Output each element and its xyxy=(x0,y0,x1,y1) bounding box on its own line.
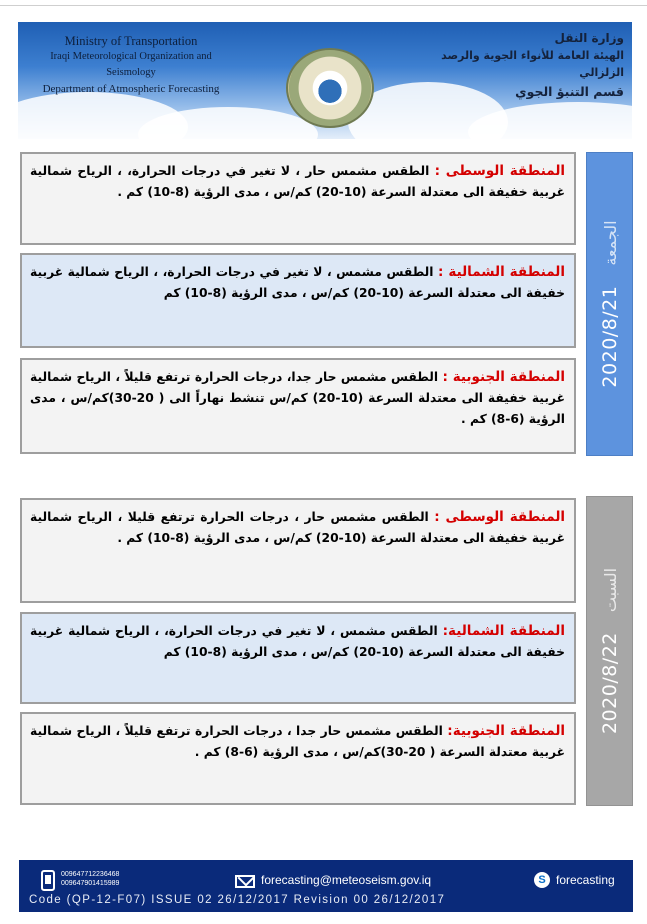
phone-numbers xyxy=(61,870,119,888)
phone-number-2: 009647901415989 xyxy=(61,880,120,887)
day-bar-2 xyxy=(586,496,633,806)
forecast-card-north-day1 xyxy=(20,253,576,348)
forecast-text: الطقس مشمس حار ، درجات الحرارة ترتفع قليلا ، الرياح شمالية غربية خفيفة الى معتدلة السرعة (10-20) كم/س ، مدى الرؤية (8-10) كم . xyxy=(30,510,565,545)
region-name: المنطقة الجنوبية : xyxy=(442,369,565,385)
region-name: المنطقة الشمالية : xyxy=(438,264,565,280)
forecast-text: الطقس مشمس ، لا تغير في درجات الحرارة، ، الرياح شمالية غربية خفيفة الى معتدلة السرعة (10-20) كم/س ، مدى الرؤية (8-10) كم xyxy=(30,624,565,659)
day-date: 2020/8/21 xyxy=(598,285,621,388)
region-name: المنطقة الشمالية: xyxy=(442,623,565,639)
forecast-card-south-day1 xyxy=(20,358,576,454)
forecast-text: الطقس مشمس ، لا تغير في درجات الحرارة، ، الرياح شمالية غربية خفيفة الى معتدلة السرعة (10-20) كم/س ، مدى الرؤية (8-10) كم xyxy=(30,265,565,300)
mobile-phone-icon xyxy=(41,870,55,891)
forecast-card-north-day2 xyxy=(20,612,576,704)
header-english xyxy=(26,34,236,98)
forecast-card-south-day2 xyxy=(20,712,576,805)
organization-seal-icon xyxy=(286,48,374,128)
department-name-en: Department of Atmospheric Forecasting xyxy=(42,83,220,95)
day-name: السبت xyxy=(600,567,619,613)
department-name-ar: قسم التنبؤ الجوي xyxy=(515,84,624,99)
ministry-name-en: Ministry of Transportation xyxy=(64,34,198,48)
footer xyxy=(19,860,633,912)
region-name: المنطقة الوسطى : xyxy=(434,509,566,525)
region-name: المنطقة الوسطى : xyxy=(434,163,566,179)
forecast-card-central-day2 xyxy=(20,498,576,603)
region-name: المنطقة الجنوبية: xyxy=(447,723,566,739)
organization-name-ar: الهيئة العامة للأنواء الجوية والرصد الزلزالي xyxy=(441,49,624,79)
day-date: 2020/8/22 xyxy=(598,632,621,735)
forecast-text: الطقس مشمس حار جدا ، درجات الحرارة ترتفع قليلاً ، الرياح شمالية غربية معتدلة السرعة ( 20-30)كم/س ، مدى الرؤية (6-8) كم . xyxy=(30,724,565,759)
header-arabic xyxy=(424,30,624,103)
day-bar-1 xyxy=(586,152,633,456)
forecast-text: الطقس مشمس حار جدا، درجات الحرارة ترتفع قليلاً ، الرياح شمالية غربية خفيفة الى معتدلة السرعة (10-20) كم/س تنشط نهاراً الى ( 20-30)كم/س ، مدى الرؤية (6-8) كم . xyxy=(30,370,565,426)
organization-name-en: Iraqi Meteorological Organization and Seismology xyxy=(50,51,212,78)
envelope-icon xyxy=(235,875,255,888)
phone-number-1: 009647712236468 xyxy=(61,871,120,878)
forecast-text: الطقس مشمس حار ، لا تغير في درجات الحرارة، ، الرياح شمالية غربية خفيفة الى معتدلة السرعة (10-20) كم/س ، مدى الرؤية (8-10) كم . xyxy=(30,164,565,199)
email-address[interactable]: forecasting@meteoseism.gov.iq xyxy=(261,873,432,887)
document-code: Code (QP-12-F07) ISSUE 02 26/12/2017 Revision 00 26/12/2017 xyxy=(29,894,446,906)
forecast-card-central-day1 xyxy=(20,152,576,245)
header-banner xyxy=(18,22,632,139)
skype-handle[interactable]: forecasting xyxy=(556,873,615,887)
day-name: الجمعة xyxy=(600,220,619,266)
top-rule xyxy=(0,5,647,6)
ministry-name-ar: وزارة النقل xyxy=(554,31,624,45)
skype-icon: S xyxy=(534,872,550,888)
